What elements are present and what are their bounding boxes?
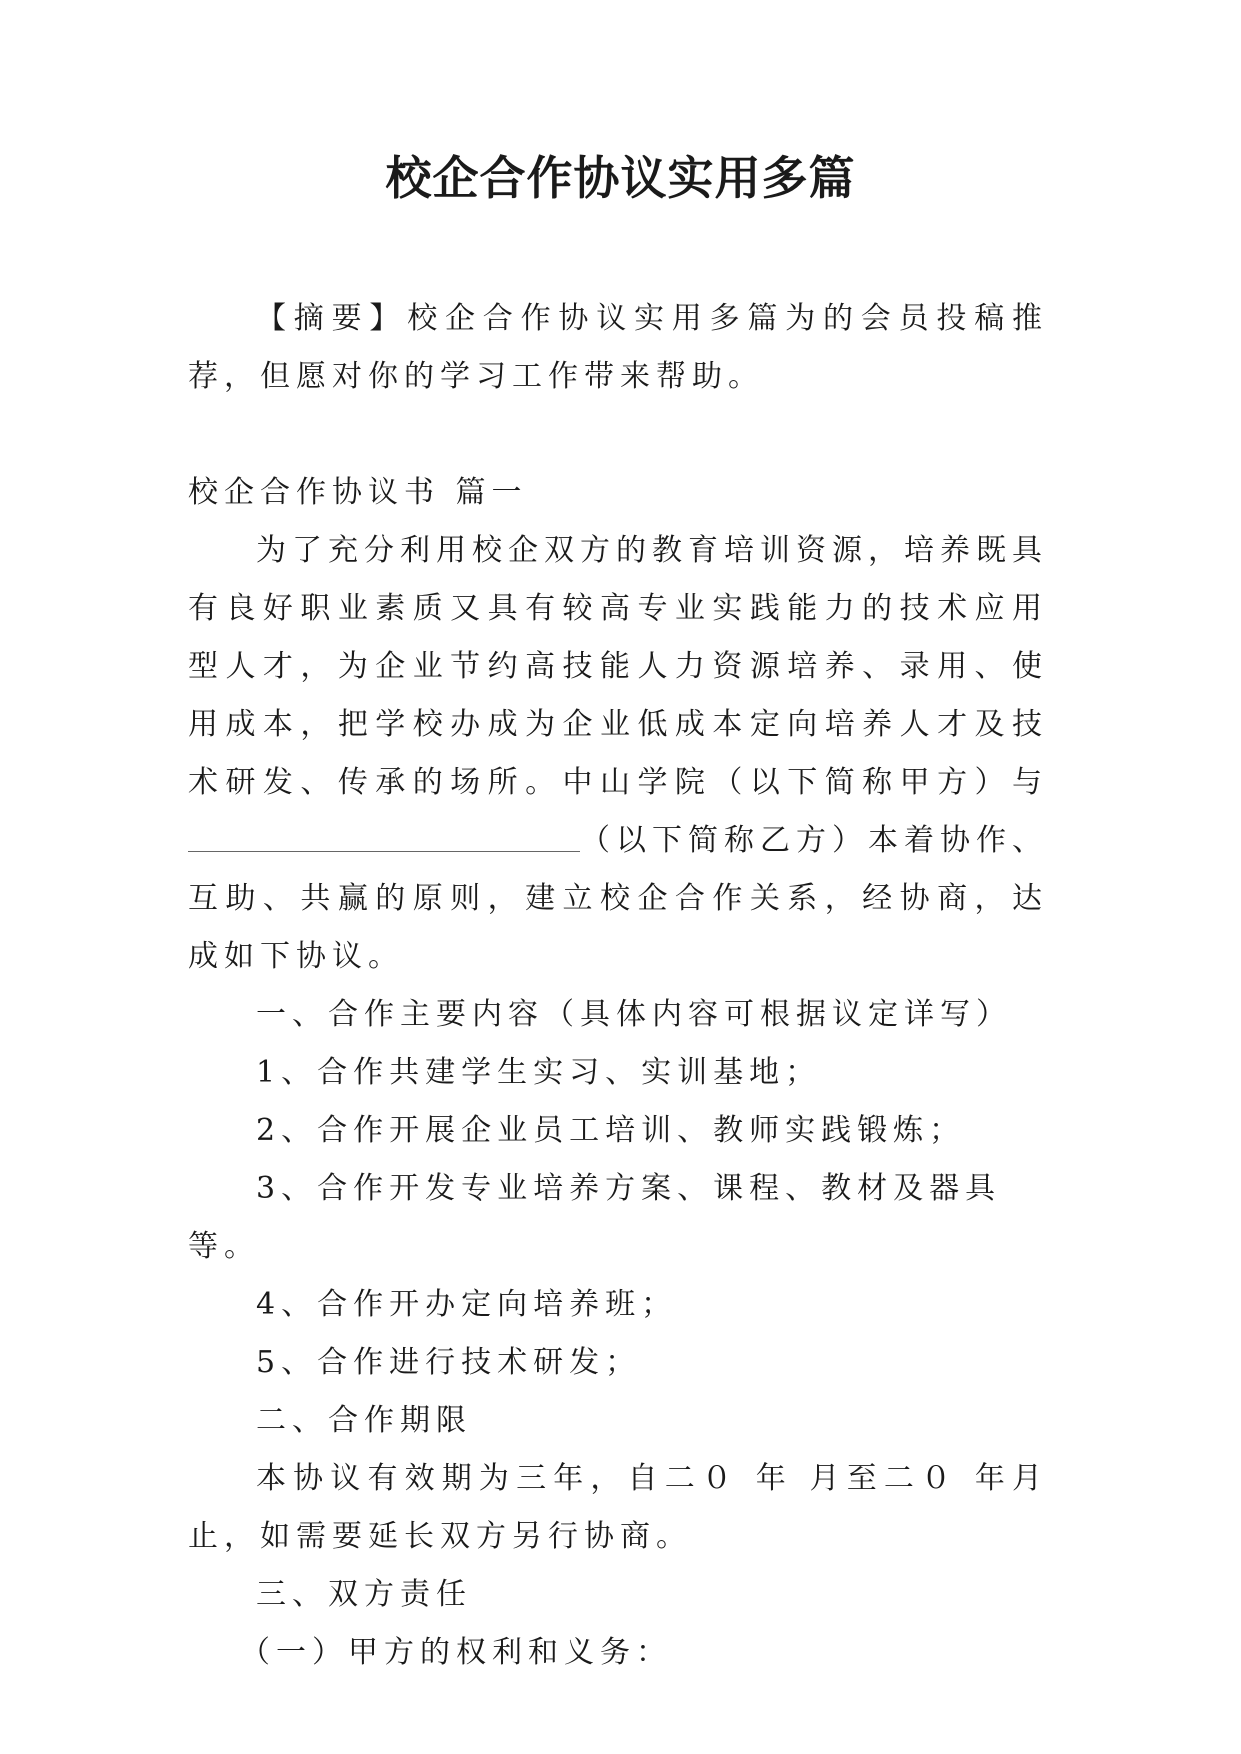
heading-cooperation-content: 一、合作主要内容（具体内容可根据议定详写） (256, 997, 1012, 1032)
list-item: 3、合作开发专业培养方案、课程、教材及器具等。 (188, 1171, 1002, 1264)
intro-paragraph (188, 522, 1048, 986)
intro-text-continued: （以下简称乙方）本着协作、互助、共赢的原则，建立校企合作关系，经协商，达成如下协议。 (188, 823, 1048, 974)
list-item: 5、合作进行技术研发； (256, 1345, 642, 1380)
heading-responsibilities: 三、双方责任 (256, 1577, 472, 1612)
heading-cooperation-term: 二、合作期限 (256, 1403, 472, 1438)
section-title: 校企合作协议书 篇一 (188, 475, 528, 510)
intro-text: 为了充分利用校企双方的教育培训资源，培养既具有良好职业素质又具有较高专业实践能力的技术应用型人才，为企业节约高技能人力资源培养、录用、使用成本，把学校办成为企业低成本定向培养人才及技术研发、传承的场所。中山学院（以下简称甲方）与 (188, 533, 1048, 800)
list-item: 2、合作开展企业员工培训、教师实践锻炼； (256, 1113, 966, 1148)
abstract-paragraph: 【摘要】校企合作协议实用多篇为的会员投稿推荐，但愿对你的学习工作带来帮助。 (188, 301, 1048, 394)
document-body (188, 290, 1048, 1682)
list-item: 4、合作开办定向培养班； (256, 1287, 678, 1322)
party-b-blank-line (188, 821, 580, 852)
list-item: 1、合作共建学生实习、实训基地； (256, 1055, 822, 1090)
document-title: 校企合作协议实用多篇 (385, 151, 856, 205)
sub-heading-party-a: （一）甲方的权利和义务： (240, 1635, 672, 1670)
term-paragraph: 本协议有效期为三年，自二０ 年 月至二０ 年月止，如需要延长双方另行协商。 (188, 1461, 1048, 1554)
